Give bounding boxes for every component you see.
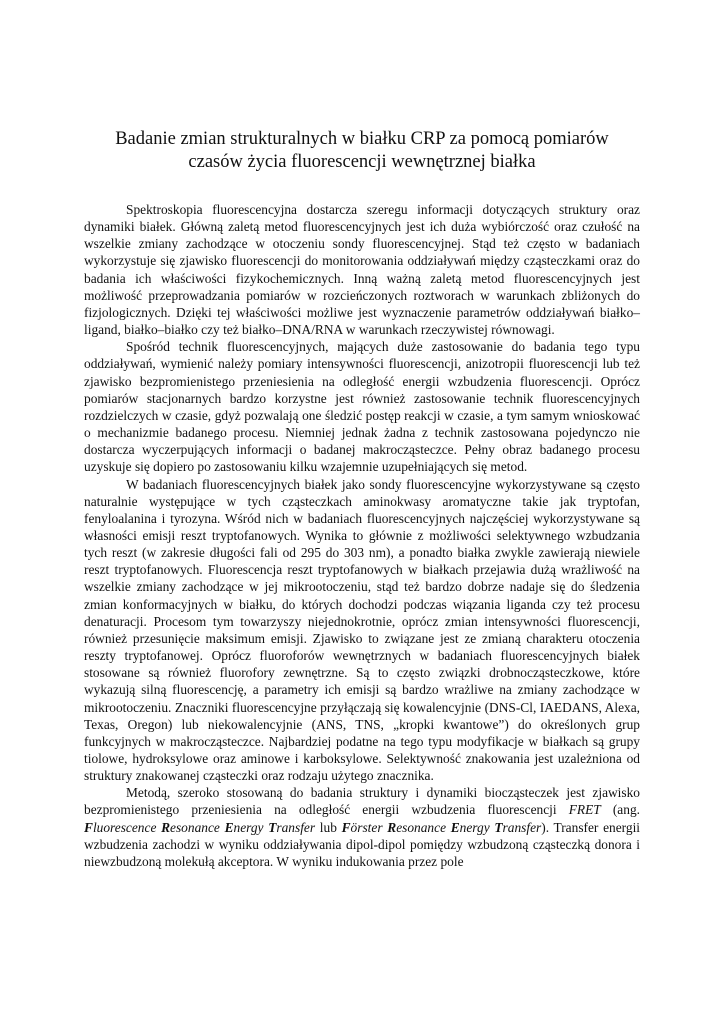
p4-text-a: Metodą, szeroko stosowaną do badania struktury i dynamiki biocząsteczek jest zjawisko bezpromienistego przeniesienia na odległość energii wzbudzenia fluorescencji [84,785,640,818]
title-line-2: czasów życia fluorescencji wewnętrznej białka [188,152,536,172]
p4-lub: lub [315,819,342,835]
fret-expansion-2 [342,820,542,835]
initial-f-forster: F [341,819,351,835]
word-orster: örster [350,819,388,835]
word-luorescence: luorescence [92,819,162,835]
initial-e-2: E [450,819,460,835]
word-esonance: esonance [170,819,225,835]
paragraph-4 [84,784,640,870]
word-ransfer-2: ransfer [502,819,542,835]
document-body [84,201,640,870]
p4-text-b: (ang. [600,802,640,818]
word-nergy: nergy [233,819,269,835]
paragraph-1: Spektroskopia fluorescencyjna dostarcza szeregu informacji dotyczących struktury oraz dynamiki białek. Główną zaletą metod fluorescencyjnych jest ich duża wybiórczość oraz czułość na wszelkie zmiany zachodzące w otoczeniu sondy fluorescencyjnej. Stąd też często w badaniach wykorzystuje się zjawisko fluorescencji do monitorowania oddziaływań między cząsteczkami oraz do badania ich właściwości fizykochemicznych. Inną ważną zaletą metod fluorescencyjnych jest możliwość przeprowadzania pomiarów w rozcieńczonych roztworach w warunkach zbliżonych do fizjologicznych. Dzięki tej właściwości możliwe jest wyznaczenie parametrów oddziaływań białko–ligand, białko–białko czy też białko–DNA/RNA w warunkach rzeczywistej równowagi. [84,202,640,338]
paragraph-2: Spośród technik fluorescencyjnych, mających duże zastosowanie do badania tego typu oddziaływań, wymienić należy pomiary intensywności fluorescencji, anizotropii fluorescencji lub też zjawisko bezpromienistego przeniesienia na odległość energii wzbudzenia fluorescencji. Oprócz pomiarów stacjonarnych bardzo korzystne jest również zastosowanie technik fluorescencyjnych rozdzielczych w czasie, gdyż pozwalają one śledzić postęp reakcji w czasie, a tym samym wnioskować o mechanizmie badanego procesu. Niemniej jednak żadna z technik zastosowana pojedynczo nie dostarcza wyczerpujących informacji o badanej makrocząsteczce. Pełny obraz badanego procesu uzyskuje się dopiero po zastosowaniu kilku wzajemnie uzupełniających się metod. [84,339,640,475]
document-title [84,128,640,174]
document-page [84,128,640,870]
fret-expansion-1 [84,820,315,835]
p4-text-c: ). Transfer energii wzbudzenia zachodzi w wyniku oddziaływania dipol-dipol pomiędzy wzbudzoną cząsteczką donora i niewzbudzoną molekułą akceptora. W wyniku indukowania przez pole [84,819,641,869]
fret-abbreviation: FRET [568,802,601,818]
initial-t: T [268,819,277,835]
word-nergy-2: nergy [459,819,495,835]
paragraph-3: W badaniach fluorescencyjnych białek jako sondy fluorescencyjne wykorzystywane są często naturalnie występujące w tych cząsteczkach aminokwasy aromatyczne takie jak tryptofan, fenyloalanina i tyrozyna. Wśród nich w badaniach fluorescencyjnych najczęściej wykorzystywane są własności emisji reszt tryptofanowych. Wynika to głównie z możliwości selektywnego wzbudzania tych reszt (w zakresie długości fali od 295 do 303 nm), a ponadto białka zwykle zawierają niewiele reszt tryptofanowych. Fluorescencja reszt tryptofanowych w białkach przejawia dużą wrażliwość na wszelkie zmiany zachodzące w jej mikrootoczeniu, stąd też bardzo dobrze nadaje się do śledzenia zmian konformacyjnych w białku, do których dochodzi podczas wiązania liganda czy też procesu denaturacji. Procesom tym towarzyszy niejednokrotnie, oprócz zmian intensywności fluorescencji, również przesunięcie maksimum emisji. Zjawisko to związane jest ze zmianą charakteru otoczenia reszty tryptofanowej. Oprócz fluoroforów wewnętrznych w badaniach fluorescencyjnych białek stosowane są również fluorofory zewnętrzne. Są to często związki drobnocząsteczkowe, które wykazują silną fluorescencję, a parametry ich emisji są bardzo wrażliwe na zmiany zachodzące w mikrootoczeniu. Znaczniki fluorescencyjne przyłączają się kowalencyjnie (DNS-Cl, IAEDANS, Alexa, Texas, Oregon) lub niekowalencyjnie (ANS, TNS, „kropki kwantowe”) do określonych grup funkcyjnych w makrocząsteczce. Najbardziej podatne na tego typu modyfikacje w białkach są grupy tiolowe, hydroksylowe oraz aminowe i karboksylowe. Selektywność znakowania jest uzależniona od struktury znakowanej cząsteczki oraz rodzaju użytego znacznika. [84,476,640,784]
initial-t-2: T [494,819,503,835]
word-esonance-2: esonance [396,819,451,835]
initial-r: R [161,819,171,835]
initial-e: E [224,819,234,835]
initial-f: F [84,819,93,835]
word-ransfer: ransfer [276,819,316,835]
title-line-1: Badanie zmian strukturalnych w białku CRP za pomocą pomiarów [115,129,609,149]
initial-r-2: R [387,819,397,835]
